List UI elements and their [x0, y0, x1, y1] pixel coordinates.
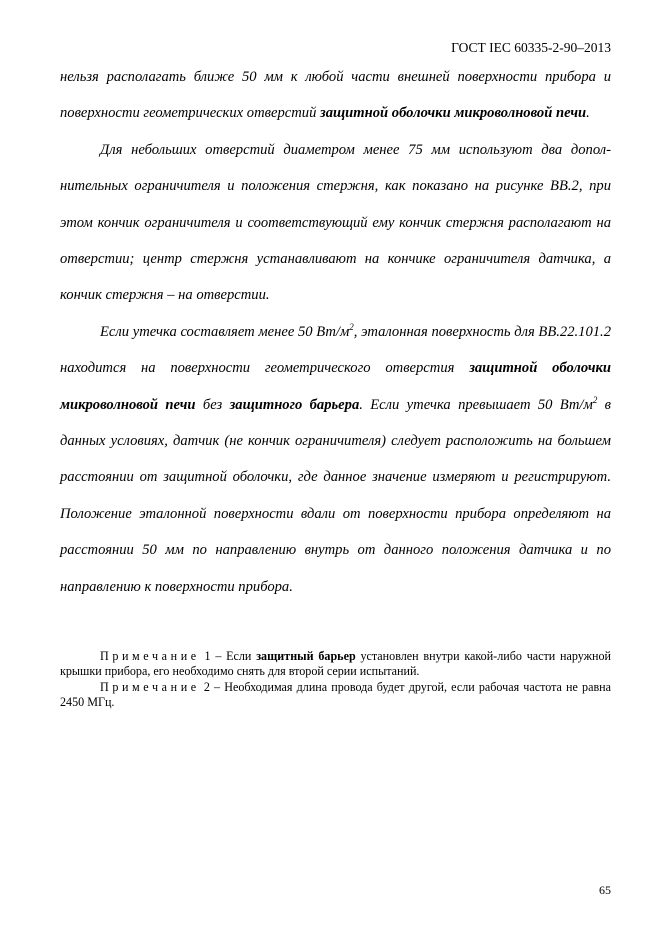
paragraph-1 [60, 59, 611, 132]
paragraph-3 [60, 314, 611, 605]
page-number: 65 [599, 883, 611, 897]
note-label: Примечание [100, 679, 200, 694]
superscript: 2 [349, 321, 354, 332]
note-2 [60, 680, 611, 711]
superscript: 2 [592, 394, 598, 405]
paragraph-text: без [195, 396, 230, 413]
paragraph-2: Для небольших отверстий диаметром менее 75 мм используют два дополнительных ограничителя и положения стержня, как показано на рисунке BB.2, при этом кончик ограничителя и соответствующий ему кончик стержня располагают на отверстии; центр стержня устанавливают на кончике ограничителя датчика, а кончик стержня – на отверстии. [60, 141, 611, 304]
paragraph-text: . Если утечка превышает 50 Вт/м [359, 396, 593, 413]
note-text: 2 – Необходимая длина провода будет другой, если рабочая частота не равна 2450 МГц. [60, 679, 611, 710]
notes-section [60, 649, 611, 711]
note-label: Примечание [100, 649, 200, 663]
paragraph-text: . [586, 105, 590, 122]
note-1 [60, 649, 611, 680]
defined-term: защитного барьера [229, 396, 360, 413]
document-body [60, 59, 611, 605]
note-text: 1 – Если [199, 649, 257, 663]
defined-term: защитной оболочки микроволновой печи [60, 360, 611, 413]
document-header: ГОСТ IEC 60335-2-90–2013 [451, 40, 611, 55]
paragraph-text: нельзя располагать ближе 50 мм к любой части внешней поверхности прибора и поверхности геометрических отверстий [60, 69, 611, 122]
paragraph-text: , эталонная поверхность для BB.22.101.2 находится на поверхности геометрического отверстия [60, 323, 611, 377]
paragraph-text: в данных условиях, датчик (не кончик ограничителя) следует расположить на большем расстоянии от защитной оболочки, где данное значение измеряют и регистрируют. Положение эталонной поверхности вдали от поверхности прибора определяют на расстоянии 50 мм по направлению внутрь от данного положения датчика и по направлению к поверхности прибора. [60, 396, 612, 595]
defined-term: защитной оболочки микроволновой печи [320, 105, 587, 122]
paragraph-text: Если утечка составляет менее 50 Вт/м [100, 323, 350, 340]
note-text: установлен внутри какой-либо части наружной крышки прибора, его необходимо снять для второй серии испытаний. [60, 649, 611, 679]
defined-term: защитный барьер [256, 649, 356, 663]
